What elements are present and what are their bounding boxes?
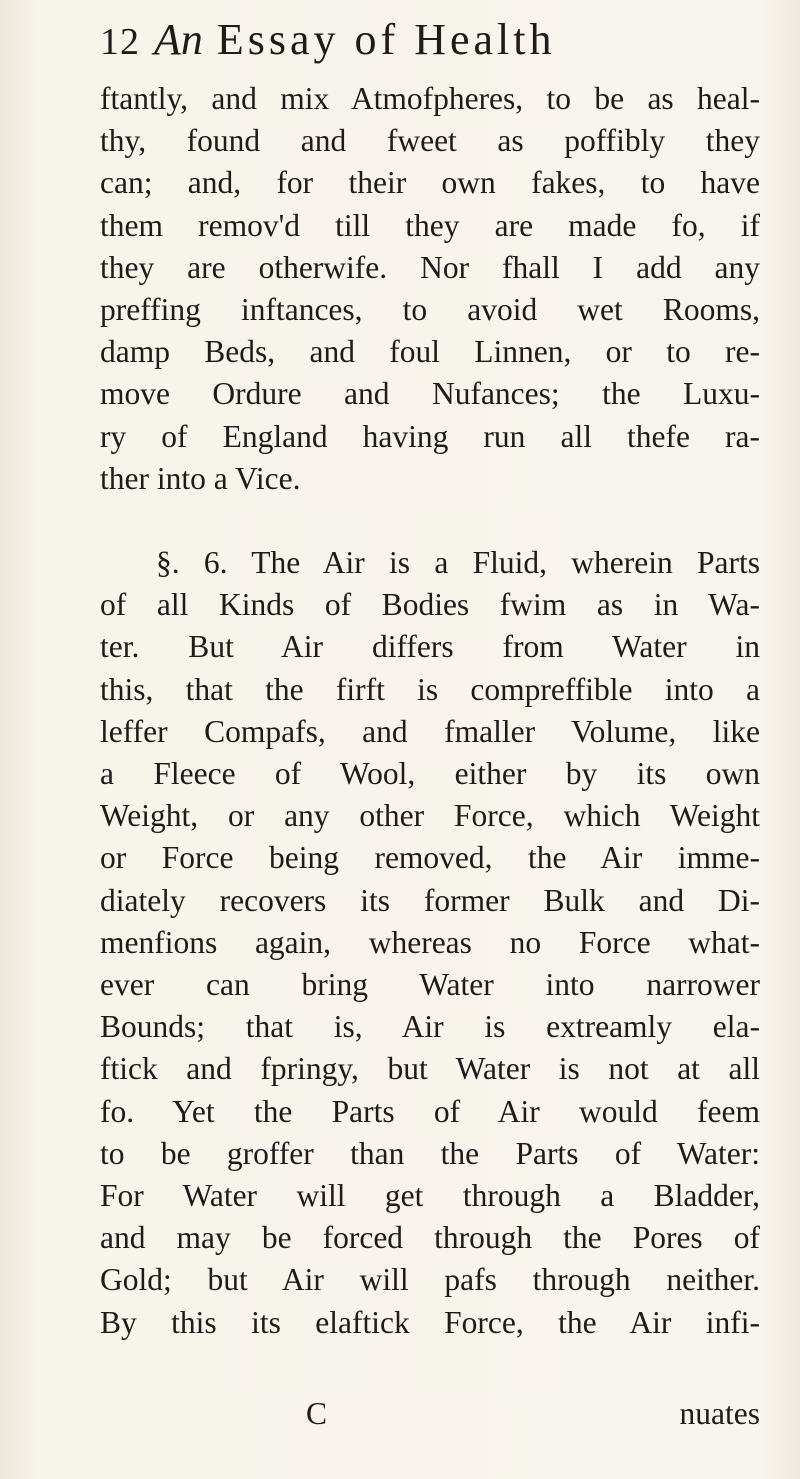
text-line: they are otherwife. Nor fhall I add any <box>100 249 760 285</box>
page-footer <box>100 1396 760 1440</box>
text-line: move Ordure and Nufances; the Luxu- <box>100 376 760 412</box>
header-title-word: An <box>154 15 203 64</box>
running-header <box>100 14 760 84</box>
text-line: or Force being removed, the Air imme- <box>100 840 760 876</box>
page-number: 12 <box>100 21 140 63</box>
text-line: ftick and fpringy, but Water is not at all <box>100 1051 760 1087</box>
text-line: menfions again, whereas no Force what- <box>100 924 760 960</box>
text-line: ever can bring Water into narrower <box>100 967 760 1003</box>
text-line: Weight, or any other Force, which Weight <box>100 798 760 834</box>
text-line: leffer Compafs, and fmaller Volume, like <box>100 713 760 749</box>
text-line: to be groffer than the Parts of Water: <box>100 1135 760 1171</box>
text-line: damp Beds, and foul Linnen, or to re- <box>100 334 760 370</box>
text-line: Gold; but Air will pafs through neither. <box>100 1262 760 1298</box>
signature-mark: C <box>306 1396 328 1431</box>
text-line: thy, found and fweet as poffibly they <box>100 123 760 159</box>
text-line: this, that the firft is compreffible into a <box>100 671 760 707</box>
text-line: For Water will get through a Bladder, <box>100 1178 760 1214</box>
section-start-line: §. 6. The Air is a Fluid, wherein Parts <box>156 545 760 581</box>
text-line: them remov'd till they are made fo, if <box>100 207 760 243</box>
text-line: and may be forced through the Pores of <box>100 1220 760 1256</box>
text-line: ther into a Vice. <box>100 460 301 496</box>
text-line: ftantly, and mix Atmofpheres, to be as heal- <box>100 81 760 116</box>
text-line: fo. Yet the Parts of Air would feem <box>100 1093 760 1129</box>
text-line: By this its elaftick Force, the Air infi- <box>100 1304 760 1340</box>
text-line: ter. But Air differs from Water in <box>100 629 760 665</box>
text-line: preffing inftances, to avoid wet Rooms, <box>100 292 760 328</box>
text-line: a Fleece of Wool, either by its own <box>100 756 760 792</box>
catchword: nuates <box>679 1396 760 1431</box>
text-line: of all Kinds of Bodies fwim as in Wa- <box>100 587 760 623</box>
text-line: diately recovers its former Bulk and Di- <box>100 882 760 918</box>
text-line: can; and, for their own fakes, to have <box>100 165 760 201</box>
header-title-rest: Essay of Health <box>216 15 556 64</box>
body-text <box>100 78 760 1344</box>
text-line: ry of England having run all thefe ra- <box>100 418 760 454</box>
text-line: Bounds; that is, Air is extreamly ela- <box>100 1009 760 1045</box>
